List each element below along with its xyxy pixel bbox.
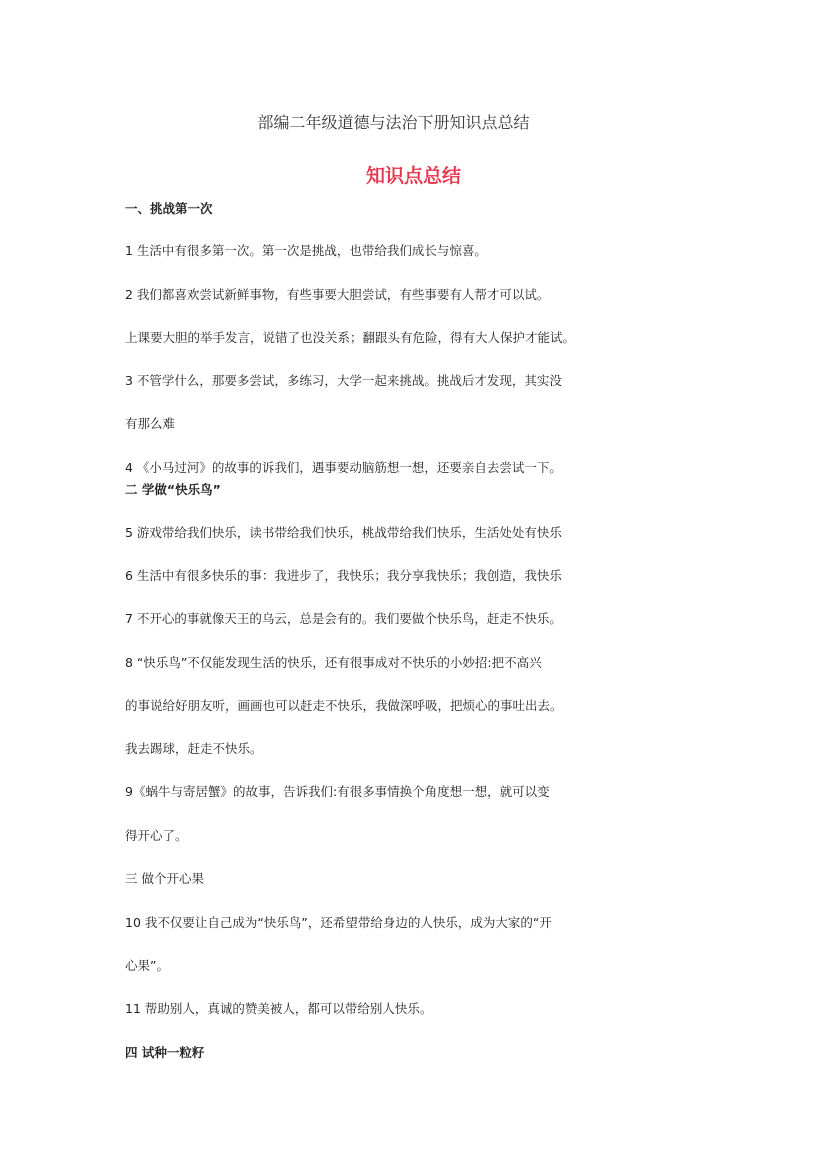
text-line: 的事说给好朋友听，画画也可以赶走不快乐，我做深呼吸，把烦心的事吐出去。 bbox=[125, 698, 563, 713]
text-line: 7 不开心的事就像天王的乌云，总是会有的。我们要做个快乐鸟，赶走不快乐。 bbox=[125, 611, 562, 626]
text-line: 9《蜗牛与寄居蟹》的故事，告诉我们:有很多事情换个角度想一想，就可以变 bbox=[125, 784, 550, 799]
section-heading-3: 三 做个开心果 bbox=[125, 871, 204, 886]
text-line: 上课要大胆的举手发言，说错了也没关系；翻跟头有危险，得有大人保护才能试。 bbox=[125, 330, 576, 345]
text-line: 我去踢球，赶走不快乐。 bbox=[125, 741, 263, 756]
text-line: 8 “快乐鸟”不仅能发现生活的快乐，还有很事成对不快乐的小妙招:把不高兴 bbox=[125, 655, 542, 670]
text-line: 3 不管学什么，那要多尝试，多练习，大学一起来挑战。挑战后才发现，其实没 bbox=[125, 373, 562, 388]
text-line: 1 生活中有很多第一次。第一次是挑战，也带给我们成长与惊喜。 bbox=[125, 243, 487, 258]
text-line: 6 生活中有很多快乐的事：我进步了，我快乐；我分享我快乐；我创造，我快乐 bbox=[125, 568, 562, 583]
text-line: 有那么难 bbox=[125, 416, 176, 431]
text-line: 11 帮助别人，真诚的赞美被人，都可以带给别人快乐。 bbox=[125, 1001, 433, 1016]
text-line: 心果”。 bbox=[125, 958, 169, 973]
text-line: 得开心了。 bbox=[125, 828, 188, 843]
text-line: 5 游戏带给我们快乐，读书带给我们快乐，桃战带给我们快乐，生活处处有快乐 bbox=[125, 525, 562, 540]
text-line: 4 《小马过河》的故事的诉我们，遇事要动脑筋想一想，还要亲自去尝试一下。 bbox=[125, 460, 562, 475]
section-subtitle: 知识点总结 bbox=[365, 165, 461, 187]
section-heading-4: 四 试种一粒籽 bbox=[125, 1045, 205, 1060]
section-heading-1: 一、挑战第一次 bbox=[125, 201, 213, 216]
page-title: 部编二年级道德与法治下册知识点总结 bbox=[257, 113, 530, 132]
section-heading-2: 二 学做“快乐鸟” bbox=[125, 482, 221, 497]
text-line: 2 我们都喜欢尝试新鲜事物，有些事要大胆尝试，有些事要有人帮才可以试。 bbox=[125, 287, 550, 302]
text-line: 10 我不仅要让自己成为“快乐鸟”，还希望带给身边的人快乐，成为大家的“开 bbox=[125, 915, 552, 930]
